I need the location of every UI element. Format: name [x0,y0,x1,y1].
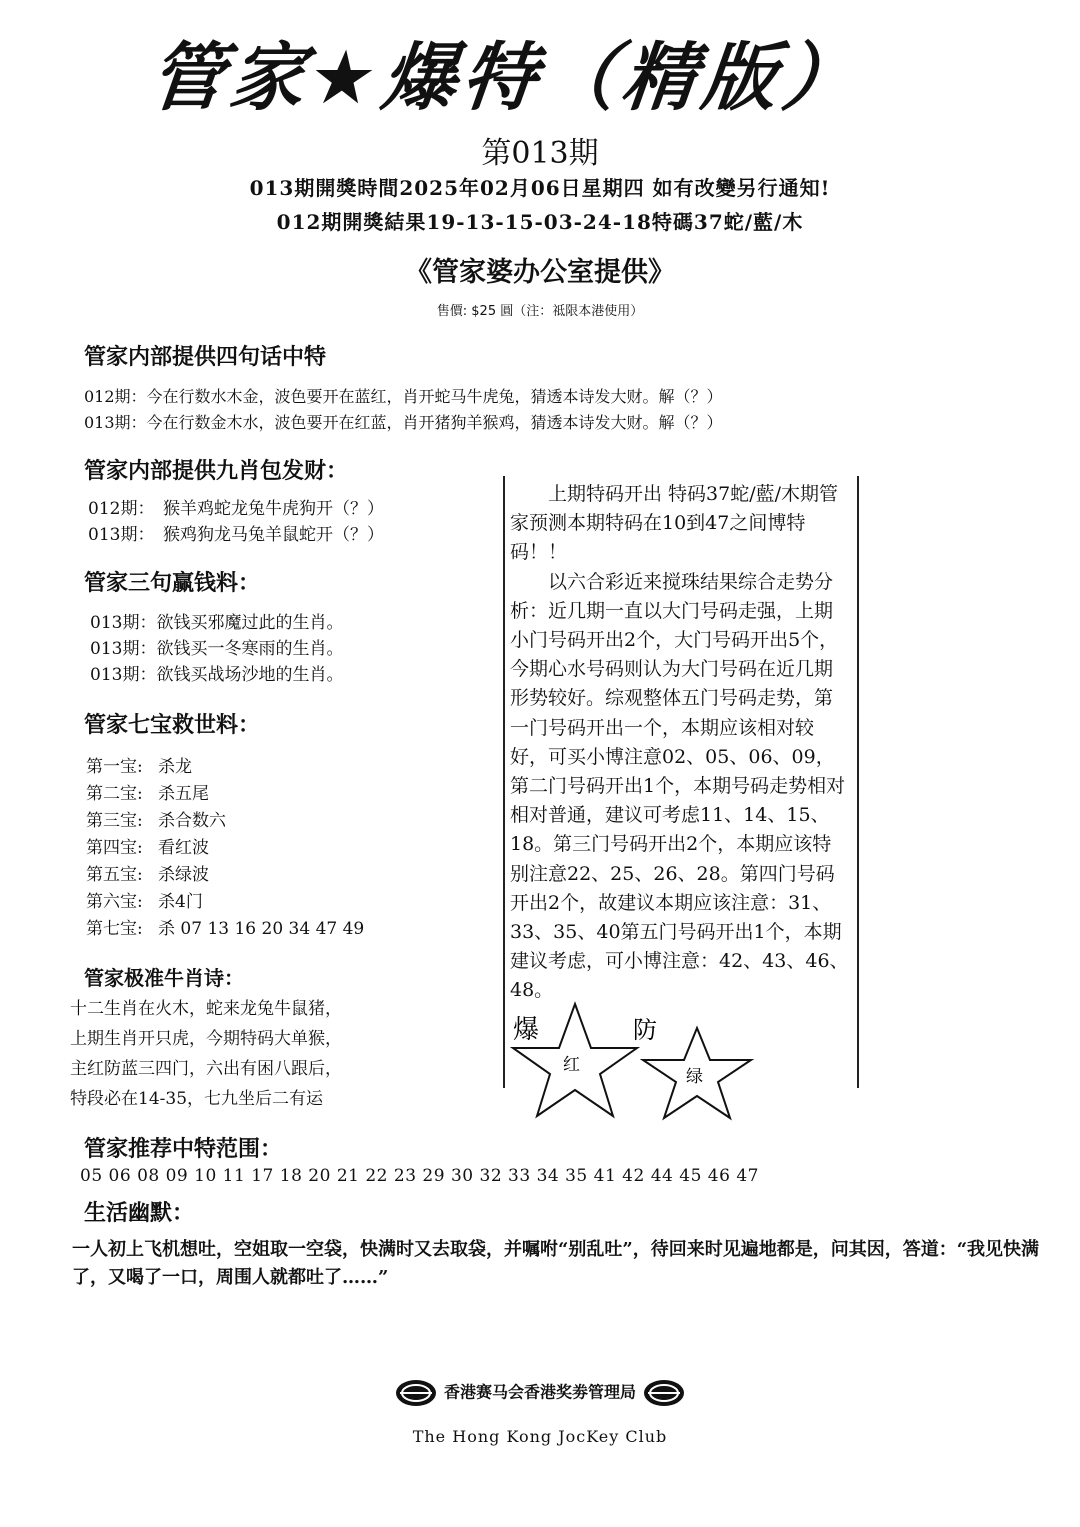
poem-line: 十二生肖在火木，蛇来龙兔牛鼠猪， [70,999,342,1019]
list-item: 013期：欲钱买战场沙地的生肖。 [90,665,344,685]
list-item: 第六宝: 杀4门 [86,892,203,912]
footer-org-name: 香港赛马会香港奖劵管理局 [443,1382,636,1402]
star-label-hong: 红 [563,1055,580,1075]
jockey-club-logo-icon [642,1378,686,1408]
four-sentence-list [84,384,723,436]
page-title: 管家★爆特（精版） [145,35,867,121]
poem-heading: 管家极准牛肖诗： [84,966,244,990]
list-item: 第七宝: 杀 07 13 16 20 34 47 49 [86,919,365,939]
joke-heading: 生活幽默： [84,1200,195,1226]
price-note: 售價: $25 圓（注：祗限本港使用） [436,304,644,319]
list-item: 013期： 猴鸡狗龙马兔羊鼠蛇开（？） [88,525,384,545]
list-item: 013期：欲钱买邪魔过此的生肖。 [90,613,344,633]
star-label-fang: 防 [633,1016,657,1044]
last-result: 012期開獎結果19-13-15-03-24-18特碼37蛇/藍/木 [276,210,804,234]
footer-english: The Hong Kong JocKey Club [412,1427,668,1446]
office-source: 《管家婆办公室提供》 [405,257,675,288]
analysis-text [510,480,850,1006]
jockey-club-logo-icon [394,1378,438,1408]
range-heading: 管家推荐中特范围： [84,1136,283,1162]
list-item: 第五宝: 杀绿波 [86,865,209,885]
footer-org [0,1378,1080,1408]
analysis-paragraph: 上期特码开出 特码37蛇/藍/木期管家预测本期特码在10到47之间博特码！！ [510,483,839,564]
star-label-lv: 绿 [686,1067,703,1087]
star-label-bao: 爆 [513,1015,540,1045]
poem-lines [70,994,342,1114]
poem-line: 主红防蓝三四门，六出有困八跟后， [70,1059,342,1079]
nine-zodiac-list [88,496,384,548]
poem-line: 特段必在14-35，七九坐后二有运 [70,1089,324,1109]
list-item: 012期：今在行数水木金，波色要开在蓝红，肖开蛇马牛虎兔，猜透本诗发大财。解（？） [84,387,723,406]
list-item: 第四宝: 看红波 [86,838,209,858]
list-item: 第一宝: 杀龙 [86,757,192,777]
draw-time: 013期開獎時間2025年02月06日星期四 如有改變另行通知! [249,176,831,200]
three-sentence-list [90,610,343,688]
joke-text: 一人初上飞机想吐，空姐取一空袋，快满时又去取袋，并嘱咐“别乱吐”，待回来时见遍地都是，问其因，答道：“我见快满了，又喝了一口，周围人就都吐了……” [72,1239,1040,1288]
list-item: 012期： 猴羊鸡蛇龙兔牛虎狗开（？） [88,499,384,519]
list-item: 013期：今在行数金木水，波色要开在红蓝，肖开猪狗羊猴鸡，猜透本诗发大财。解（？） [84,413,723,432]
analysis-paragraph: 以六合彩近来搅珠结果综合走势分析：近几期一直以大门号码走强，上期小门号码开出2个，大门号码开出5个，今期心水号码则认为大门号码在近几期形势较好。综观整体五门号码走势，第一门号码开出一个，本期应该相对较好，可买小博注意02、05、06、09，第二门号码开出1个，本期号码走势相对相对普通，建议可考虑11、14、15、18。第三门号码开出2个，本期应该特别注意22、25、26、28。第四门号码开出2个，故建议本期应该注意：31、33、35、40第五门号码开出1个，本期建议考虑，可小博注意：42、43、46、48。 [510,570,849,1002]
nine-zodiac-heading: 管家内部提供九肖包发财： [84,458,349,484]
list-item: 第三宝: 杀合数六 [86,811,226,831]
list-item: 013期：欲钱买一冬寒雨的生肖。 [90,639,344,659]
seven-treasure-list [86,754,364,943]
poem-line: 上期生肖开只虎，今期特码大单猴， [70,1029,342,1049]
four-sentence-heading: 管家内部提供四句话中特 [84,344,327,370]
three-sentence-heading: 管家三句赢钱料： [84,570,261,596]
range-numbers: 05 06 08 09 10 11 17 18 20 21 22 23 29 30 32 33 34 35 41 42 44 45 46 47 [80,1166,759,1186]
stars-graphic [505,998,765,1122]
seven-treasure-heading: 管家七宝救世料： [84,712,261,738]
list-item: 第二宝: 杀五尾 [86,784,209,804]
issue-number: 第013期 [481,136,599,171]
